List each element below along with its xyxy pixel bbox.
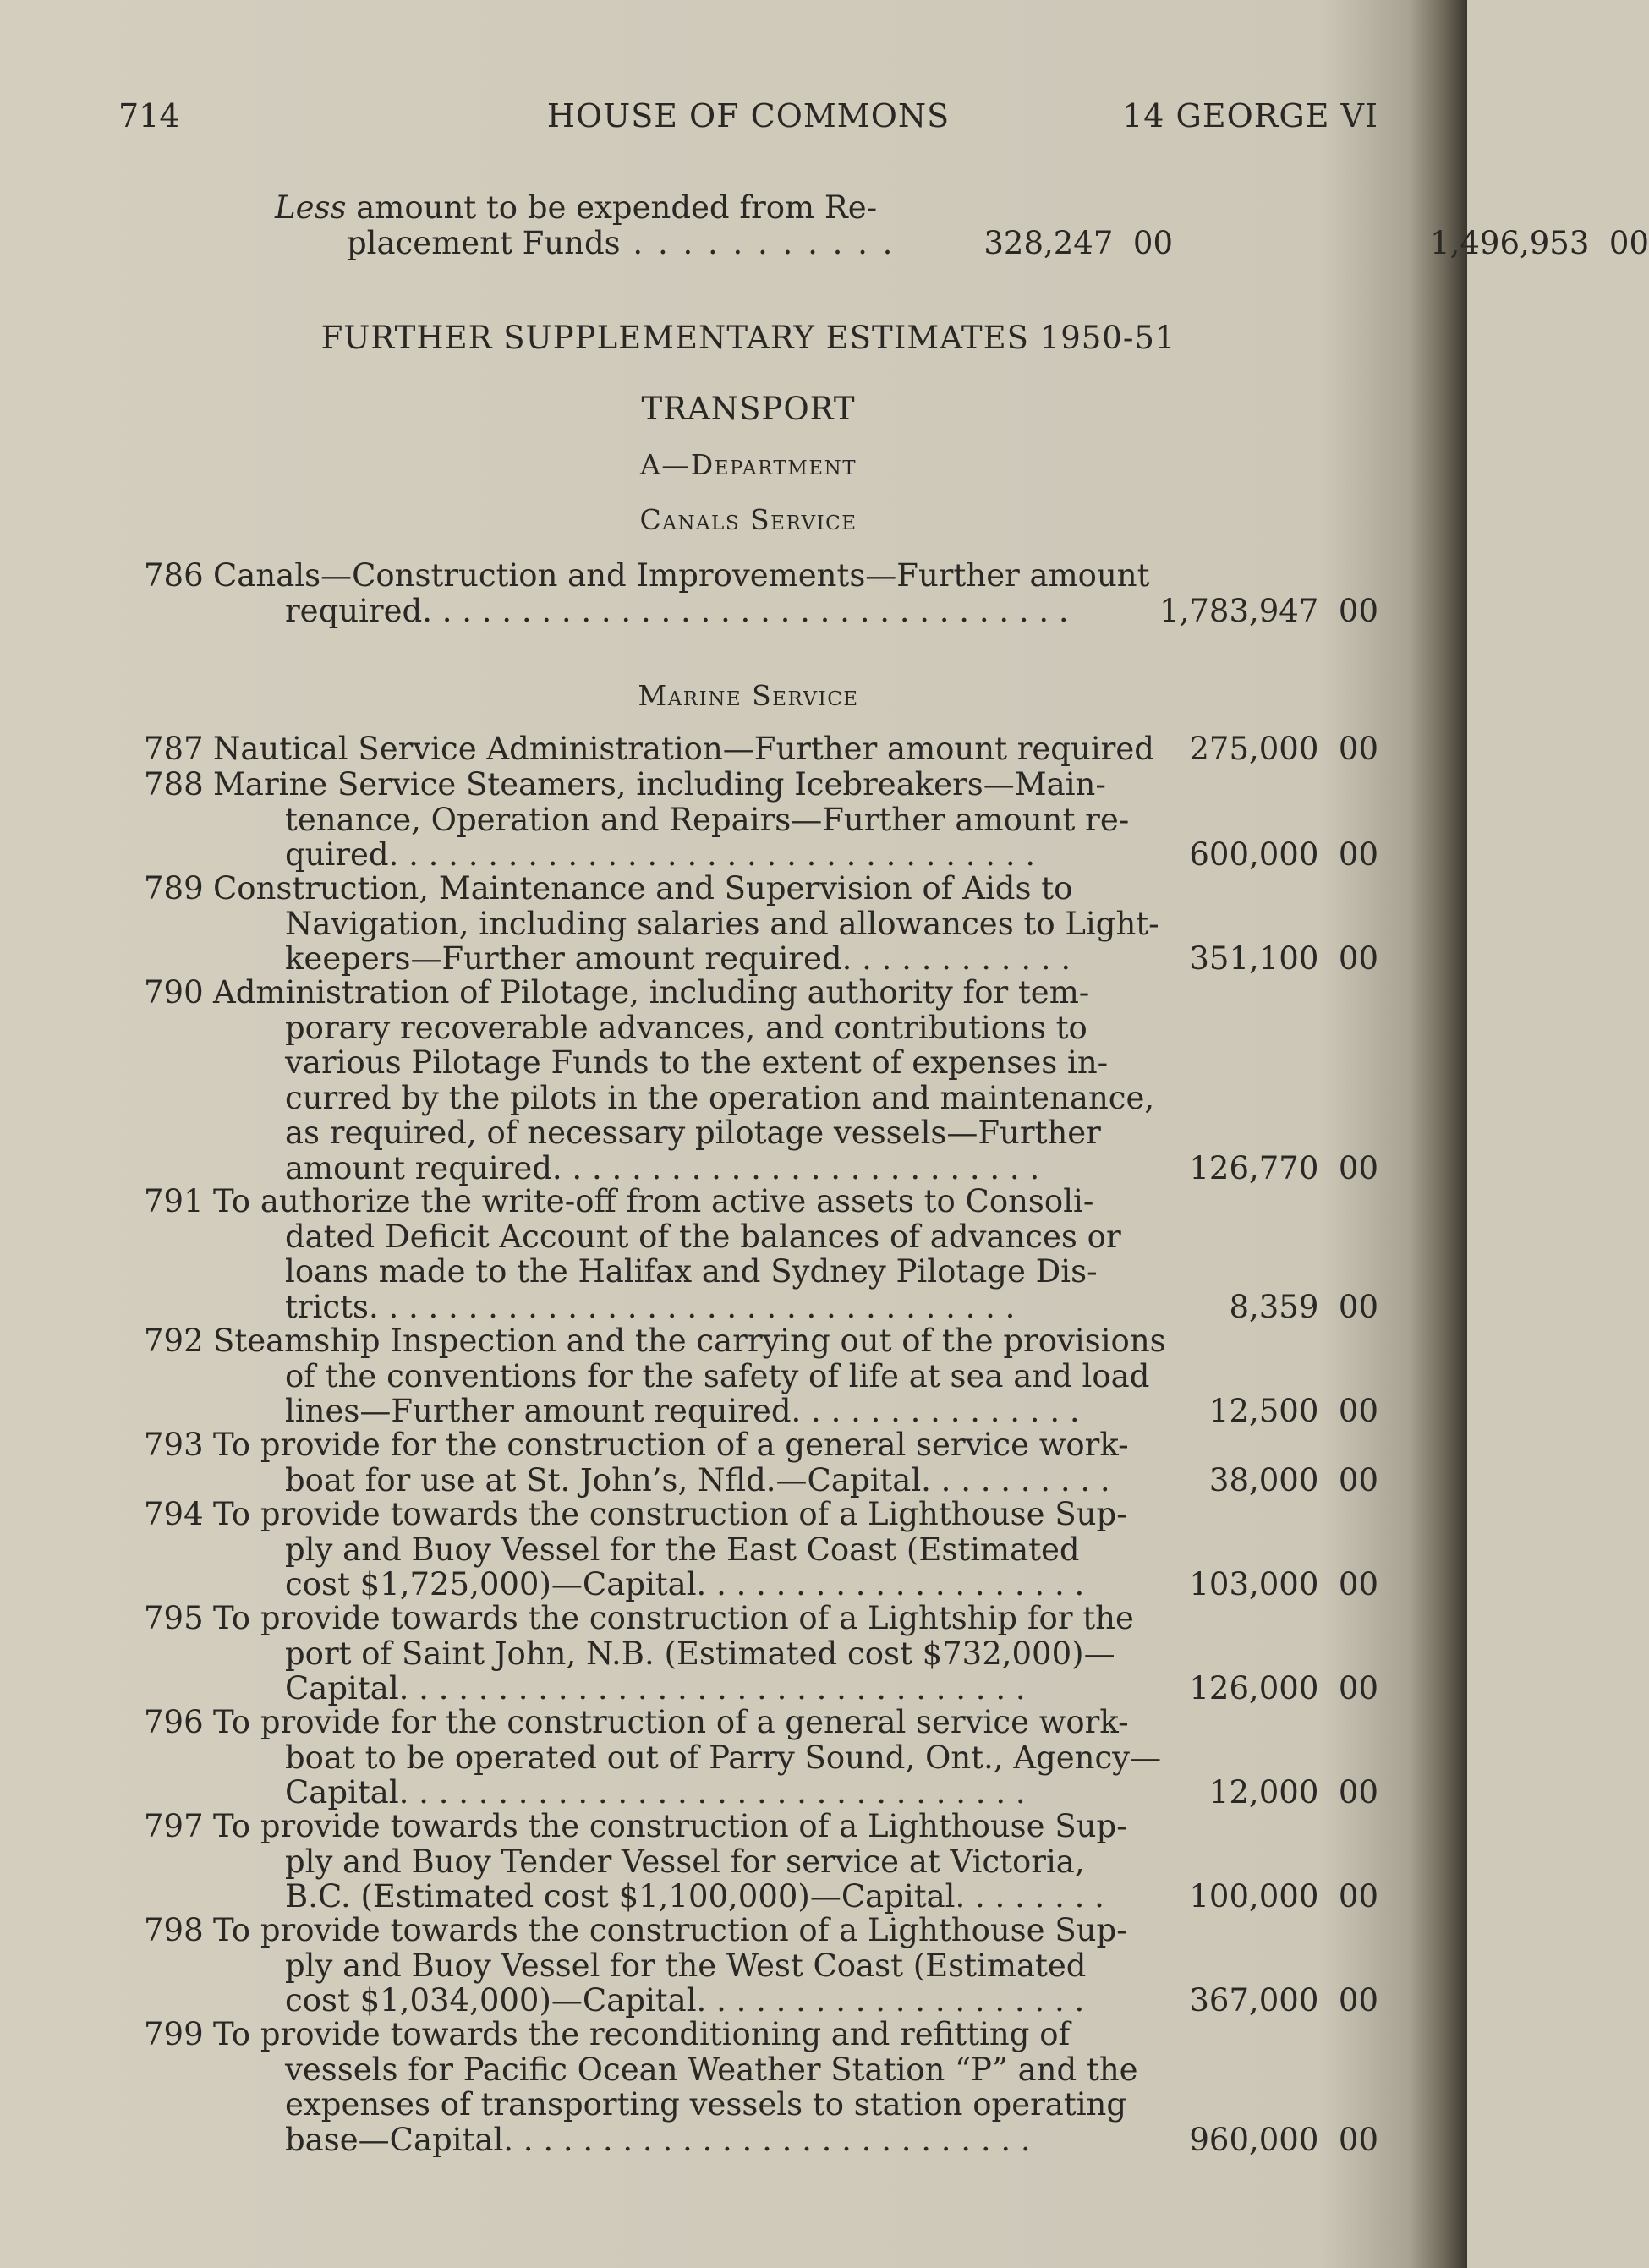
item-description-line: ply and Buoy Tender Vessel for service at Victoria, (285, 1843, 1085, 1880)
item-description-line: of the conventions for the safety of life at sea and load (285, 1357, 1150, 1394)
less-line-2: placement Funds . . . . . . . . . . . (347, 225, 896, 261)
item-description-line: To provide for the construction of a general service work- (213, 1427, 1129, 1463)
item-description-line: Navigation, including salaries and allowances to Light- (285, 905, 1159, 942)
item-amount (1159, 1290, 1378, 1325)
item-description-line: amount required. . . . . . . . . . . . . . . . . . . . . . . . . (285, 1149, 1040, 1186)
item-number: 791 (144, 1183, 204, 1219)
item-number: 789 (144, 870, 204, 907)
item-amount-cents: 00 (1338, 1288, 1378, 1325)
item-description (213, 1913, 1287, 2019)
item-amount-cents: 00 (1338, 1982, 1378, 2019)
item-amount-cents: 00 (1338, 836, 1378, 873)
item-description (213, 1323, 1287, 1429)
item-description-line: To authorize the write-off from active assets to Consoli- (213, 1183, 1094, 1219)
item-amount (1159, 731, 1378, 767)
item-amount (1159, 837, 1378, 873)
less-amount-entry (275, 189, 1649, 261)
item-amount-cents: 00 (1338, 731, 1378, 767)
item-amount-dollars: 38,000 (1208, 1461, 1319, 1498)
item-amount-cents: 00 (1338, 1670, 1378, 1706)
item-amount (1159, 1983, 1378, 2019)
page-header (118, 97, 1378, 140)
item-amount (1159, 1567, 1378, 1602)
item-description-line: cost $1,725,000)—Capital. . . . . . . . . . . . . . . . . . . . (285, 1566, 1085, 1602)
item-description-line: boat to be operated out of Parry Sound, Ont., Agency— (285, 1739, 1162, 1776)
item-description-line: various Pilotage Funds to the extent of expenses in- (285, 1044, 1109, 1081)
item-number: 790 (144, 974, 204, 1011)
item-description-line: required. . . . . . . . . . . . . . . . . . . . . . . . . . . . . . . . . (285, 592, 1069, 629)
running-title: HOUSE OF COMMONS (546, 97, 951, 134)
item-amount-dollars: 275,000 (1189, 731, 1319, 767)
item-number: 787 (144, 731, 204, 767)
item-description-line: ply and Buoy Vessel for the East Coast (Estimated (285, 1531, 1080, 1568)
item-amount-dollars: 1,783,947 (1159, 592, 1319, 629)
item-number: 786 (144, 557, 204, 594)
item-amount-dollars: 100,000 (1189, 1878, 1319, 1915)
item-description (213, 1809, 1287, 1915)
heading-transport: TRANSPORT (641, 391, 856, 427)
item-description-line: ply and Buoy Vessel for the West Coast (Estimated (285, 1947, 1087, 1984)
item-description-line: cost $1,034,000)—Capital. . . . . . . . . . . . . . . . . . . . (285, 1982, 1085, 2019)
item-description-line: To provide towards the construction of a Lighthouse Sup- (213, 1808, 1127, 1844)
item-amount (1159, 1151, 1378, 1186)
less-line-1: Less amount to be expended from Re- (275, 189, 878, 226)
item-amount-dollars: 126,770 (1189, 1149, 1319, 1186)
item-description-line: B.C. (Estimated cost $1,100,000)—Capital. . . . . . . . (285, 1878, 1104, 1915)
item-amount-cents: 00 (1338, 1878, 1378, 1915)
item-number: 793 (144, 1427, 204, 1463)
item-description-line: Capital. . . . . . . . . . . . . . . . . . . . . . . . . . . . . . . . (285, 1774, 1026, 1811)
item-description-line: Marine Service Steamers, including Icebreakers—Main- (213, 766, 1106, 803)
item-amount-cents: 00 (1338, 2121, 1378, 2158)
item-amount-dollars: 960,000 (1189, 2121, 1319, 2158)
item-description-line: loans made to the Halifax and Sydney Pilotage Dis- (285, 1253, 1098, 1290)
running-right: 14 GEORGE VI (1122, 97, 1378, 134)
item-number: 798 (144, 1912, 204, 1948)
item-number: 796 (144, 1704, 204, 1740)
item-amount-cents: 00 (1338, 1566, 1378, 1602)
item-description-line: keepers—Further amount required. . . . . . . . . . . . (285, 940, 1071, 977)
item-description (213, 1427, 1287, 1498)
item-description (213, 1497, 1287, 1602)
item-description (213, 1184, 1287, 1324)
item-description-line: lines—Further amount required. . . . . . . . . . . . . . . (285, 1393, 1080, 1429)
item-description-line: tricts. . . . . . . . . . . . . . . . . . . . . . . . . . . . . . . . . (285, 1288, 1016, 1325)
item-amount-dollars: 351,100 (1189, 940, 1319, 977)
item-number: 795 (144, 1600, 204, 1636)
item-amount (1159, 1394, 1378, 1429)
item-amount-cents: 00 (1338, 1461, 1378, 1498)
item-description (213, 558, 1287, 628)
item-description-line: quired. . . . . . . . . . . . . . . . . . . . . . . . . . . . . . . . . (285, 836, 1036, 873)
heading-department: A—Department (639, 448, 857, 481)
item-description-line: expenses of transporting vessels to station operating (285, 2086, 1127, 2123)
item-description-line: base—Capital. . . . . . . . . . . . . . . . . . . . . . . . . . . (285, 2121, 1031, 2158)
item-description-line: To provide towards the construction of a Lightship for the (213, 1600, 1134, 1636)
item-description-line: Nautical Service Administration—Further amount required (213, 731, 1154, 767)
item-description-line: boat for use at St. John’s, Nfld.—Capital. . . . . . . . . . (285, 1461, 1110, 1498)
item-amount-dollars: 367,000 (1189, 1982, 1319, 2019)
item-description-line: Construction, Maintenance and Supervision of Aids to (213, 870, 1073, 907)
item-amount-cents: 00 (1338, 940, 1378, 977)
item-description-line: Steamship Inspection and the carrying out of the provisions (213, 1323, 1166, 1359)
item-description (213, 975, 1287, 1186)
item-amount-cents: 00 (1338, 592, 1378, 629)
item-description-line: To provide for the construction of a general service work- (213, 1704, 1129, 1740)
item-description (213, 1601, 1287, 1706)
item-amount-dollars: 103,000 (1189, 1566, 1319, 1602)
item-amount (1159, 941, 1378, 977)
item-description-line: Canals—Construction and Improvements—Further amount (213, 557, 1150, 594)
heading-further-estimates: FURTHER SUPPLEMENTARY ESTIMATES 1950-51 (320, 320, 1176, 356)
less-amount-1: 328,247 00 (983, 225, 1173, 261)
item-description-line: tenance, Operation and Repairs—Further amount re- (285, 801, 1130, 838)
item-amount-dollars: 12,500 (1208, 1393, 1319, 1429)
item-description-line: port of Saint John, N.B. (Estimated cost $732,000)— (285, 1635, 1115, 1672)
item-description-line: porary recoverable advances, and contributions to (285, 1009, 1087, 1046)
item-amount (1159, 1671, 1378, 1706)
less-amount-2: 1,496,953 00 (1430, 225, 1649, 261)
item-amount (1159, 594, 1378, 629)
item-description-line: Capital. . . . . . . . . . . . . . . . . . . . . . . . . . . . . . . . (285, 1670, 1026, 1706)
item-number: 794 (144, 1496, 204, 1532)
item-description (213, 731, 1287, 767)
item-amount-dollars: 600,000 (1189, 836, 1319, 873)
item-amount (1159, 1775, 1378, 1811)
item-description-line: as required, of necessary pilotage vessels—Further (285, 1115, 1101, 1151)
item-amount-cents: 00 (1338, 1149, 1378, 1186)
item-description-line: Administration of Pilotage, including authority for tem- (213, 974, 1090, 1011)
item-amount-dollars: 12,000 (1208, 1774, 1319, 1811)
item-number: 788 (144, 766, 204, 803)
item-amount-dollars: 8,359 (1229, 1288, 1319, 1325)
item-number: 799 (144, 2016, 204, 2052)
item-number: 797 (144, 1808, 204, 1844)
item-description-line: To provide towards the reconditioning and refitting of (213, 2016, 1071, 2052)
item-description (213, 767, 1287, 873)
heading-canals-service: Canals Service (639, 503, 857, 536)
item-amount-cents: 00 (1338, 1393, 1378, 1429)
item-description-line: dated Deficit Account of the balances of advances or (285, 1218, 1121, 1255)
item-description (213, 871, 1287, 977)
item-amount (1159, 1463, 1378, 1498)
item-amount-dollars: 126,000 (1189, 1670, 1319, 1706)
item-description (213, 1705, 1287, 1811)
item-number: 792 (144, 1323, 204, 1359)
heading-marine-service: Marine Service (638, 679, 859, 712)
item-description-line: vessels for Pacific Ocean Weather Station “P” and the (285, 2051, 1138, 2088)
item-amount (1159, 1879, 1378, 1915)
item-amount-cents: 00 (1338, 1774, 1378, 1811)
item-description (213, 2017, 1287, 2157)
page-number: 714 (118, 97, 180, 134)
item-description-line: To provide towards the construction of a Lighthouse Sup- (213, 1912, 1127, 1948)
item-description-line: curred by the pilots in the operation and maintenance, (285, 1079, 1155, 1116)
item-amount (1159, 2123, 1378, 2158)
item-description-line: To provide towards the construction of a Lighthouse Sup- (213, 1496, 1127, 1532)
